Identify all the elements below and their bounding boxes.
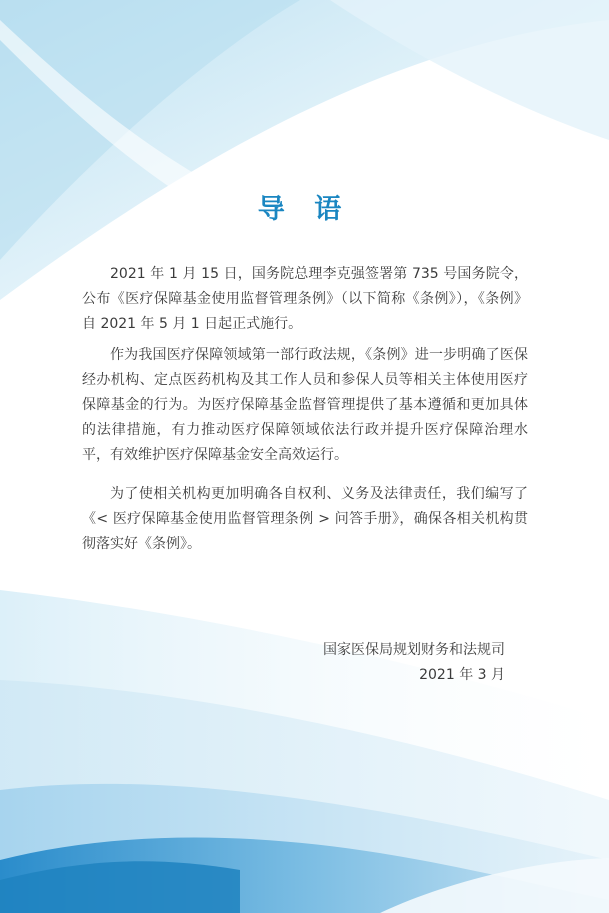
signature-organization: 国家医保局规划财务和法规司 <box>323 642 505 658</box>
paragraph-2: 作为我国医疗保障领域第一部行政法规，《条例》进一步明确了医保经办机构、定点医药机构及其工作人员和参保人员等相关主体使用医疗保障基金的行为。为医疗保障基金监督管理提供了基本遵循和更加具体的法律措施，有力推动医疗保障领域依法行政并提升医疗保障治理水平，有效维护医疗保障基金安全高效运行。 <box>82 347 528 463</box>
paragraph-1: 2021 年 1 月 15 日，国务院总理李克强签署第 735 号国务院令，公布《医疗保障基金使用监督管理条例》（以下简称《条例》），《条例》自 2021 年 5 月 1 日起正式施行。 <box>82 266 528 332</box>
page-title: 导 语 <box>257 194 352 225</box>
paragraph-3: 为了使相关机构更加明确各自权利、义务及法律责任，我们编写了《< 医疗保障基金使用监督管理条例 > 问答手册》，确保各相关机构贯彻落实好《条例》。 <box>82 486 528 552</box>
signature-date: 2021 年 3 月 <box>419 667 505 683</box>
